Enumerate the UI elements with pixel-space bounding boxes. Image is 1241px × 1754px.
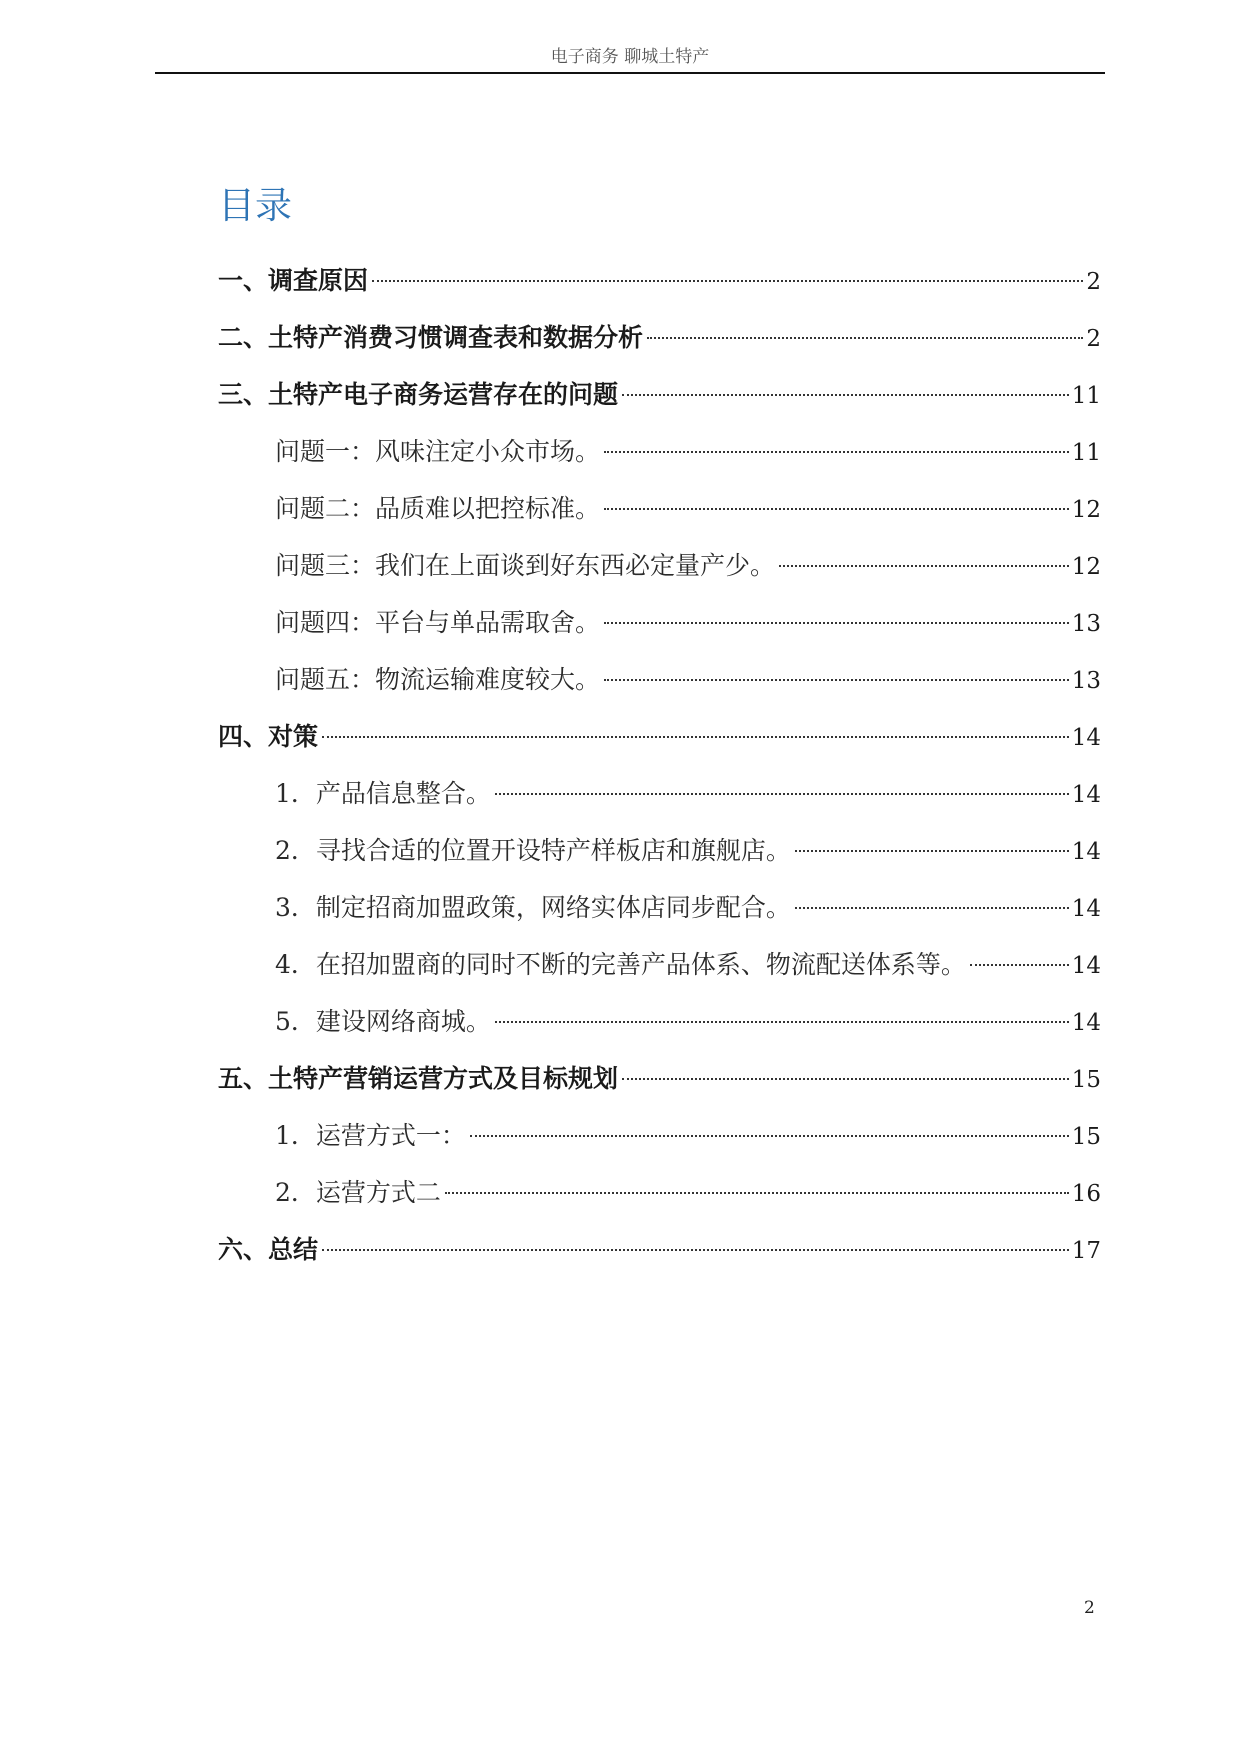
toc-entry-text: 3．制定招商加盟政策，网络实体店同步配合。 — [275, 893, 791, 922]
toc-subsection-entry[interactable] — [218, 1164, 1101, 1221]
toc-entry-text: 四、对策 — [218, 722, 319, 751]
toc-entry-text: 2．运营方式二 — [275, 1178, 441, 1207]
toc-subsection-entry[interactable] — [218, 480, 1101, 537]
toc-entry-text: 五、土特产营销运营方式及目标规划 — [218, 1064, 619, 1093]
toc-dot-leader — [779, 565, 1069, 567]
toc-section-entry[interactable] — [218, 252, 1101, 309]
toc-entry-page-number: 14 — [1071, 953, 1101, 979]
toc-entry-text: 4．在招加盟商的同时不断的完善产品体系、物流配送体系等。 — [275, 950, 966, 979]
toc-entry-page-number: 14 — [1071, 782, 1101, 808]
toc-subsection-entry[interactable] — [218, 765, 1101, 822]
toc-subsection-entry[interactable] — [218, 423, 1101, 480]
toc-entry-text: 问题二：品质难以把控标准。 — [275, 494, 601, 523]
toc-section-entry[interactable] — [218, 366, 1101, 423]
toc-entry-text: 三、土特产电子商务运营存在的问题 — [218, 380, 619, 409]
toc-dot-leader — [622, 394, 1069, 396]
toc-entry-text: 5．建设网络商城。 — [275, 1007, 491, 1036]
toc-dot-leader — [795, 907, 1069, 909]
toc-subsection-entry[interactable] — [218, 936, 1101, 993]
toc-section-entry[interactable] — [218, 708, 1101, 765]
page-header — [155, 44, 1105, 74]
toc-dot-leader — [495, 1021, 1069, 1023]
toc-entry-text: 问题五：物流运输难度较大。 — [275, 665, 601, 694]
toc-entry-text: 1．产品信息整合。 — [275, 779, 491, 808]
toc-dot-leader — [647, 337, 1083, 339]
toc-subsection-entry[interactable] — [218, 537, 1101, 594]
toc-entry-page-number: 11 — [1071, 383, 1101, 409]
toc-entry-page-number: 14 — [1071, 1010, 1101, 1036]
toc-subsection-entry[interactable] — [218, 993, 1101, 1050]
toc-entry-page-number: 17 — [1071, 1238, 1101, 1264]
toc-entry-page-number: 14 — [1071, 896, 1101, 922]
toc-entry-text: 问题一：风味注定小众市场。 — [275, 437, 601, 466]
toc-dot-leader — [495, 793, 1069, 795]
toc-dot-leader — [604, 451, 1069, 453]
toc-dot-leader — [970, 964, 1069, 966]
toc-entry-text: 1．运营方式一： — [275, 1121, 466, 1150]
toc-entry-text: 2．寻找合适的位置开设特产样板店和旗舰店。 — [275, 836, 791, 865]
toc-dot-leader — [604, 622, 1069, 624]
toc-entry-text: 一、调查原因 — [218, 266, 369, 295]
toc-entry-page-number: 14 — [1071, 839, 1101, 865]
toc-subsection-entry[interactable] — [218, 879, 1101, 936]
toc-entry-page-number: 15 — [1071, 1067, 1101, 1093]
toc-entry-page-number: 15 — [1071, 1124, 1101, 1150]
toc-entry-page-number: 2 — [1086, 326, 1101, 352]
toc-entry-page-number: 13 — [1071, 668, 1101, 694]
toc-dot-leader — [470, 1135, 1069, 1137]
toc-subsection-entry[interactable] — [218, 594, 1101, 651]
page-number: 2 — [1084, 1598, 1095, 1618]
toc-entry-page-number: 2 — [1086, 269, 1101, 295]
toc-entry-page-number: 12 — [1071, 554, 1101, 580]
running-title: 电子商务 聊城土特产 — [550, 47, 710, 67]
toc-dot-leader — [604, 679, 1069, 681]
toc-entry-page-number: 16 — [1071, 1181, 1101, 1207]
toc-entry-text: 问题四：平台与单品需取舍。 — [275, 608, 601, 637]
toc-dot-leader — [622, 1078, 1069, 1080]
toc-subsection-entry[interactable] — [218, 651, 1101, 708]
table-of-contents — [218, 252, 1101, 1278]
toc-dot-leader — [372, 280, 1083, 282]
toc-entry-text: 二、土特产消费习惯调查表和数据分析 — [218, 323, 644, 352]
toc-entry-text: 问题三：我们在上面谈到好东西必定量产少。 — [275, 551, 776, 580]
toc-section-entry[interactable] — [218, 309, 1101, 366]
toc-subsection-entry[interactable] — [218, 1107, 1101, 1164]
toc-title: 目录 — [218, 184, 292, 227]
toc-section-entry[interactable] — [218, 1050, 1101, 1107]
toc-entry-page-number: 14 — [1071, 725, 1101, 751]
toc-dot-leader — [322, 1249, 1069, 1251]
toc-dot-leader — [445, 1192, 1069, 1194]
toc-entry-page-number: 12 — [1071, 497, 1101, 523]
toc-subsection-entry[interactable] — [218, 822, 1101, 879]
toc-dot-leader — [604, 508, 1069, 510]
toc-section-entry[interactable] — [218, 1221, 1101, 1278]
toc-entry-page-number: 13 — [1071, 611, 1101, 637]
toc-dot-leader — [795, 850, 1069, 852]
toc-entry-page-number: 11 — [1071, 440, 1101, 466]
toc-entry-text: 六、总结 — [218, 1235, 319, 1264]
toc-dot-leader — [322, 736, 1069, 738]
